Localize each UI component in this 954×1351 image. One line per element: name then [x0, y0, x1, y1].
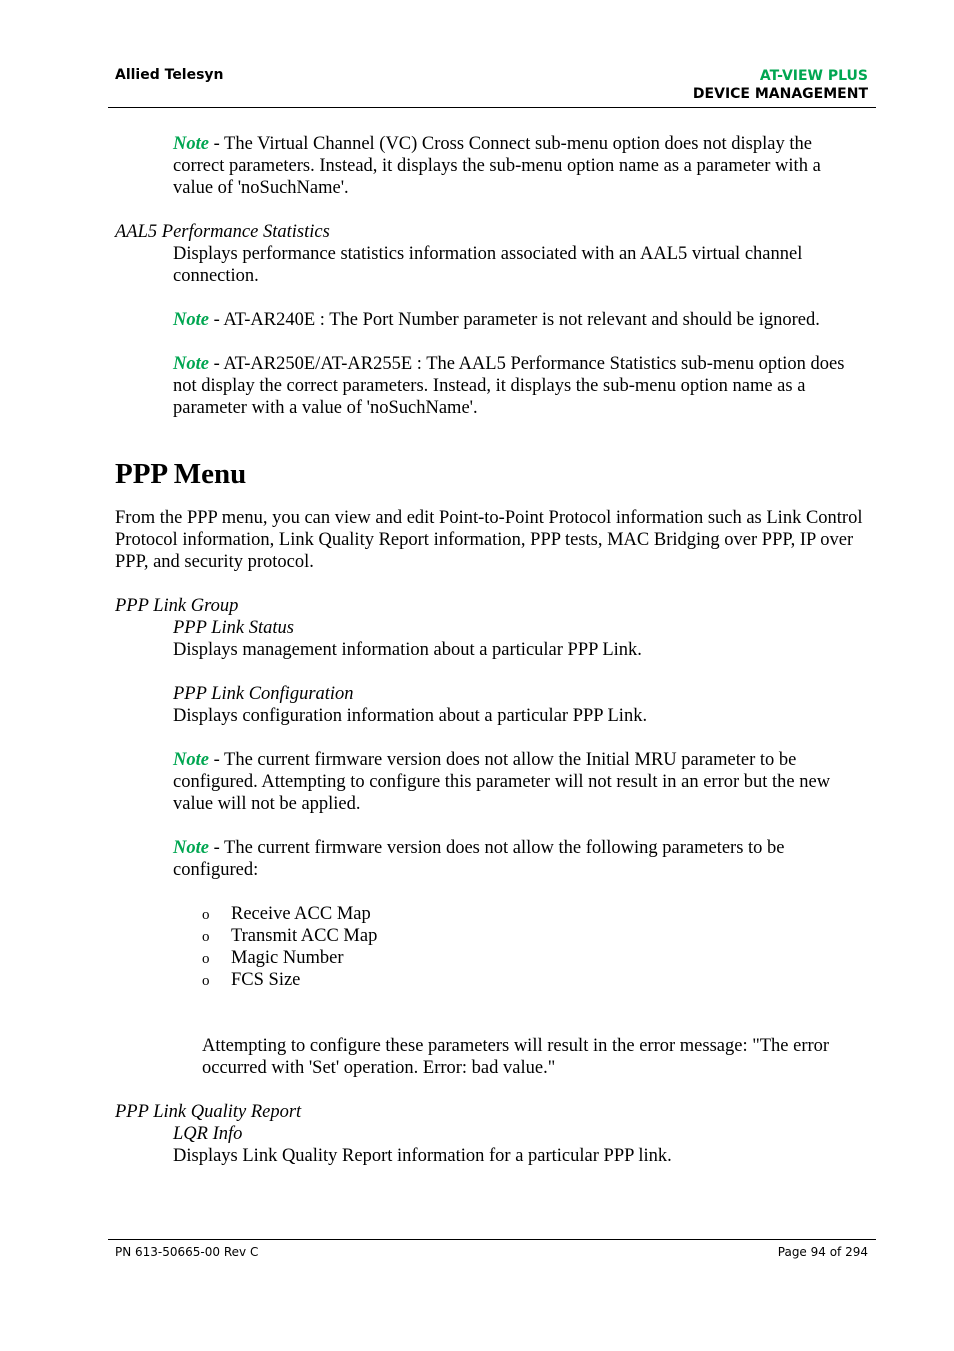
- link-status-description: Displays management information about a particular PPP Link.: [173, 640, 642, 660]
- lqr-info-heading: LQR Info: [173, 1124, 243, 1144]
- list-item-label: Magic Number: [231, 948, 344, 968]
- list-item-label: FCS Size: [231, 970, 301, 990]
- link-config-heading: PPP Link Configuration: [173, 684, 354, 704]
- note-label: Note: [173, 838, 209, 858]
- header-right: [693, 67, 868, 103]
- header-divider: [108, 107, 876, 108]
- parameter-list: [202, 903, 865, 991]
- list-item-label: Receive ACC Map: [231, 904, 371, 924]
- page-content: [115, 133, 865, 1167]
- company-name: Allied Telesyn: [115, 67, 224, 83]
- part-number: PN 613-50665-00 Rev C: [115, 1245, 259, 1259]
- page-number: Page 94 of 294: [777, 1245, 868, 1259]
- note-label: Note: [173, 354, 209, 374]
- bullet-icon: o: [202, 951, 210, 967]
- lqr-info-description: Displays Link Quality Report information for a particular PPP link.: [173, 1146, 672, 1166]
- error-message-text: Attempting to configure these parameters will result in the error message: "The error occurred with 'Set' operation. Error: bad value.": [202, 1036, 830, 1078]
- aal5-note-1: [173, 309, 865, 331]
- note-label: Note: [173, 310, 209, 330]
- link-group-heading: PPP Link Group: [115, 596, 239, 616]
- aal5-note-2: [173, 353, 865, 419]
- ppp-intro: From the PPP menu, you can view and edit Point-to-Point Protocol information such as Link Control Protocol information, Link Quality Report information, PPP tests, MAC Bridging over PPP, IP over PPP, and security protocol.: [115, 508, 863, 572]
- aal5-note-2-text: - AT-AR250E/AT-AR255E : The AAL5 Performance Statistics sub-menu option does not display the correct parameters. Instead, it displays the sub-menu option name as a parameter with a value of 'noSuchName'.: [173, 354, 845, 418]
- link-config-description: Displays configuration information about a particular PPP Link.: [173, 706, 648, 726]
- list-item: [202, 969, 865, 991]
- aal5-note-1-text: - AT-AR240E : The Port Number parameter is not relevant and should be ignored.: [208, 310, 820, 330]
- aal5-heading: AAL5 Performance Statistics: [115, 222, 330, 242]
- footer-divider: [108, 1239, 876, 1240]
- note-label: Note: [173, 750, 209, 770]
- mru-note: [173, 749, 865, 815]
- vc-note-text: - The Virtual Channel (VC) Cross Connect sub-menu option does not display the correct parameters. Instead, it displays the sub-menu option name as a parameter with a value of 'noSuchName'.: [173, 134, 821, 198]
- params-note-text: - The current firmware version does not allow the following parameters to be configured:: [173, 838, 785, 880]
- mru-note-text: - The current firmware version does not allow the Initial MRU parameter to be configured. Attempting to configure this parameter will not result in an error but the new value will not be applied.: [173, 750, 831, 814]
- bullet-icon: o: [202, 973, 210, 989]
- link-status-heading: PPP Link Status: [173, 618, 294, 638]
- section-name: DEVICE MANAGEMENT: [692, 86, 868, 102]
- vc-note: [173, 133, 865, 199]
- lqr-group-heading: PPP Link Quality Report: [115, 1102, 302, 1122]
- params-note: [173, 837, 865, 881]
- ppp-menu-title: PPP Menu: [115, 458, 247, 490]
- bullet-icon: o: [202, 907, 210, 923]
- list-item: [202, 903, 865, 925]
- note-label: Note: [173, 134, 209, 154]
- bullet-icon: o: [202, 929, 210, 945]
- product-name: AT-VIEW PLUS: [759, 68, 868, 84]
- list-item: [202, 925, 865, 947]
- list-item-label: Transmit ACC Map: [231, 926, 378, 946]
- aal5-description: Displays performance statistics information associated with an AAL5 virtual channel connection.: [173, 244, 803, 286]
- list-item: [202, 947, 865, 969]
